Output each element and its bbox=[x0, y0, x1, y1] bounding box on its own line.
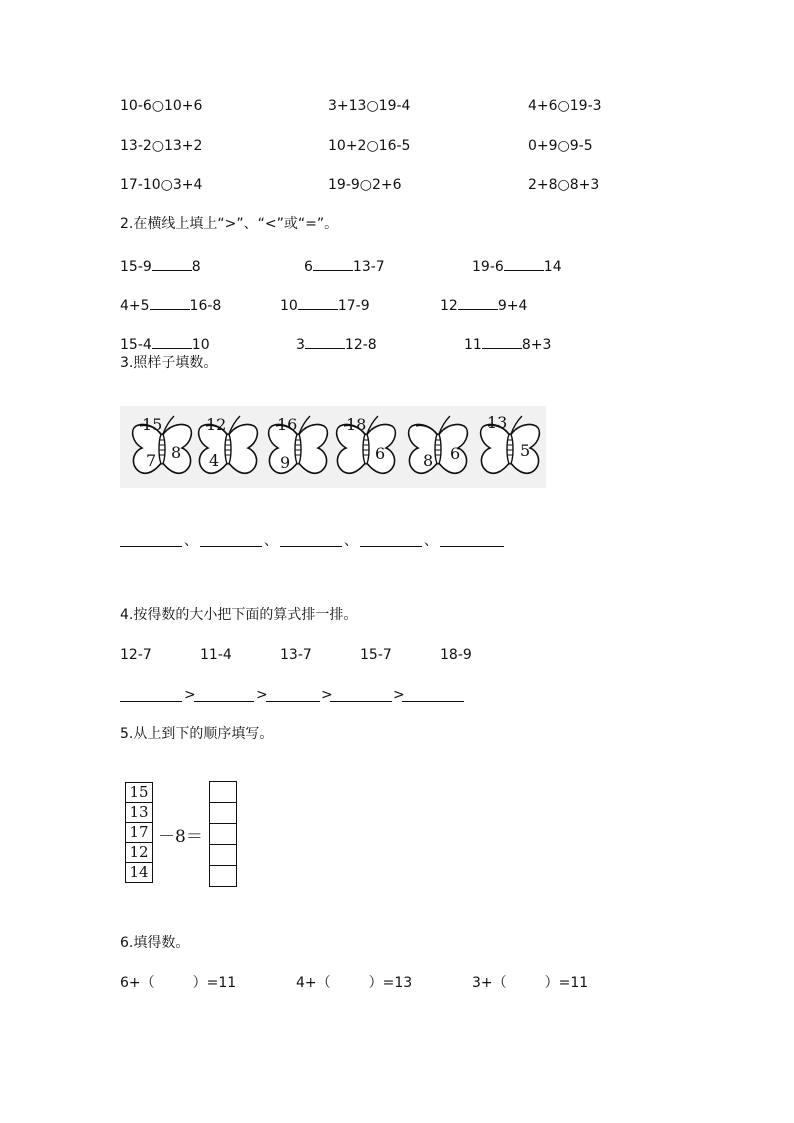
q4-expression: 11-4 bbox=[200, 647, 232, 663]
q5-title: 5.从上到下的顺序填写。 bbox=[120, 726, 274, 742]
q1-item: 2+8○8+3 bbox=[528, 177, 600, 193]
q2-item: 10 17-9 bbox=[280, 295, 370, 315]
q1-item: 3+13○19-4 bbox=[328, 98, 411, 114]
q2-item: 11 8+3 bbox=[464, 334, 551, 354]
answer-box[interactable] bbox=[210, 803, 236, 824]
butterfly-top-number: 15 bbox=[142, 415, 163, 434]
answer-line[interactable] bbox=[360, 545, 422, 547]
butterfly-picture bbox=[120, 406, 546, 488]
greater-than-sign: > bbox=[256, 687, 268, 703]
q2-item: 12 9+4 bbox=[440, 295, 527, 315]
q4-expression: 15-7 bbox=[360, 647, 392, 663]
greater-than-sign: > bbox=[321, 687, 333, 703]
answer-box[interactable] bbox=[210, 824, 236, 845]
answer-blank[interactable] bbox=[482, 334, 522, 349]
q4-title: 4.按得数的大小把下面的算式排一排。 bbox=[120, 607, 358, 623]
answer-blank[interactable] bbox=[458, 295, 498, 310]
q6-title: 6.填得数。 bbox=[120, 935, 190, 951]
answer-line[interactable] bbox=[330, 700, 392, 702]
q1-item: 10+2○16-5 bbox=[328, 138, 411, 154]
answer-box[interactable] bbox=[210, 845, 236, 866]
q6-item: 4+（ ）=13 bbox=[296, 975, 413, 991]
butterfly-top-number: 12 bbox=[206, 415, 227, 434]
number-stack bbox=[125, 782, 153, 883]
q6-item: 3+（ ）=11 bbox=[472, 975, 589, 991]
q4-expression: 12-7 bbox=[120, 647, 152, 663]
q2-item: 19-6 14 bbox=[472, 256, 562, 276]
separator: 、 bbox=[184, 533, 198, 549]
answer-blank[interactable] bbox=[313, 256, 353, 271]
answer-box[interactable] bbox=[210, 782, 236, 803]
separator: 、 bbox=[264, 533, 278, 549]
butterfly-top-number: 13 bbox=[487, 413, 508, 432]
separator: 、 bbox=[344, 533, 358, 549]
butterfly-right-number: 8 bbox=[171, 443, 182, 462]
answer-line[interactable] bbox=[120, 700, 182, 702]
answer-blank[interactable] bbox=[152, 256, 192, 271]
q2-item: 4+5 16-8 bbox=[120, 295, 221, 315]
q1-item: 10-6○10+6 bbox=[120, 98, 203, 114]
butterfly-right-number: 6 bbox=[450, 444, 461, 463]
answer-line[interactable] bbox=[280, 545, 342, 547]
stack-number: 12 bbox=[126, 843, 152, 863]
greater-than-sign: > bbox=[184, 687, 196, 703]
butterfly-top-number: 18 bbox=[346, 415, 367, 434]
stack-number: 15 bbox=[126, 783, 152, 803]
answer-blank[interactable] bbox=[150, 295, 190, 310]
butterfly-left-number: 7 bbox=[146, 451, 157, 470]
butterfly-top-number: 16 bbox=[277, 415, 298, 434]
q2-title: 2.在横线上填上“>”、“<”或“=”。 bbox=[120, 216, 339, 232]
answer-line[interactable] bbox=[120, 545, 182, 547]
butterfly-left-number: 9 bbox=[280, 453, 291, 472]
q2-item: 15-4 10 bbox=[120, 334, 210, 354]
q6-item: 6+（ ）=11 bbox=[120, 975, 237, 991]
q4-expression: 13-7 bbox=[280, 647, 312, 663]
q1-item: 19-9○2+6 bbox=[328, 177, 402, 193]
operation-label: －8＝ bbox=[158, 827, 203, 847]
q1-item: 17-10○3+4 bbox=[120, 177, 203, 193]
answer-line[interactable] bbox=[402, 700, 464, 702]
answer-box[interactable] bbox=[210, 866, 236, 886]
q1-item: 13-2○13+2 bbox=[120, 138, 203, 154]
stack-number: 13 bbox=[126, 803, 152, 823]
q3-title: 3.照样子填数。 bbox=[120, 355, 218, 371]
q1-item: 0+9○9-5 bbox=[528, 138, 593, 154]
answer-line[interactable] bbox=[194, 700, 254, 702]
answer-blank[interactable] bbox=[504, 256, 544, 271]
greater-than-sign: > bbox=[393, 687, 405, 703]
butterfly-right-number: 5 bbox=[520, 441, 531, 460]
answer-line[interactable] bbox=[266, 700, 320, 702]
butterfly-left-number: 8 bbox=[423, 451, 434, 470]
q2-item: 6 13-7 bbox=[304, 256, 385, 276]
answer-line[interactable] bbox=[200, 545, 262, 547]
q4-expression: 18-9 bbox=[440, 647, 472, 663]
separator: 、 bbox=[424, 533, 438, 549]
q2-item: 3 12-8 bbox=[296, 334, 377, 354]
q2-item: 15-9 8 bbox=[120, 256, 201, 276]
answer-line[interactable] bbox=[440, 545, 504, 547]
stack-number: 14 bbox=[129, 863, 149, 881]
answer-blank[interactable] bbox=[305, 334, 345, 349]
stack-number: 17 bbox=[126, 823, 152, 843]
q1-item: 4+6○19-3 bbox=[528, 98, 602, 114]
answer-boxes bbox=[209, 781, 237, 887]
butterfly-right-number: 6 bbox=[375, 444, 386, 463]
butterfly-left-number: 4 bbox=[209, 451, 220, 470]
answer-blank[interactable] bbox=[298, 295, 338, 310]
answer-blank[interactable] bbox=[152, 334, 192, 349]
